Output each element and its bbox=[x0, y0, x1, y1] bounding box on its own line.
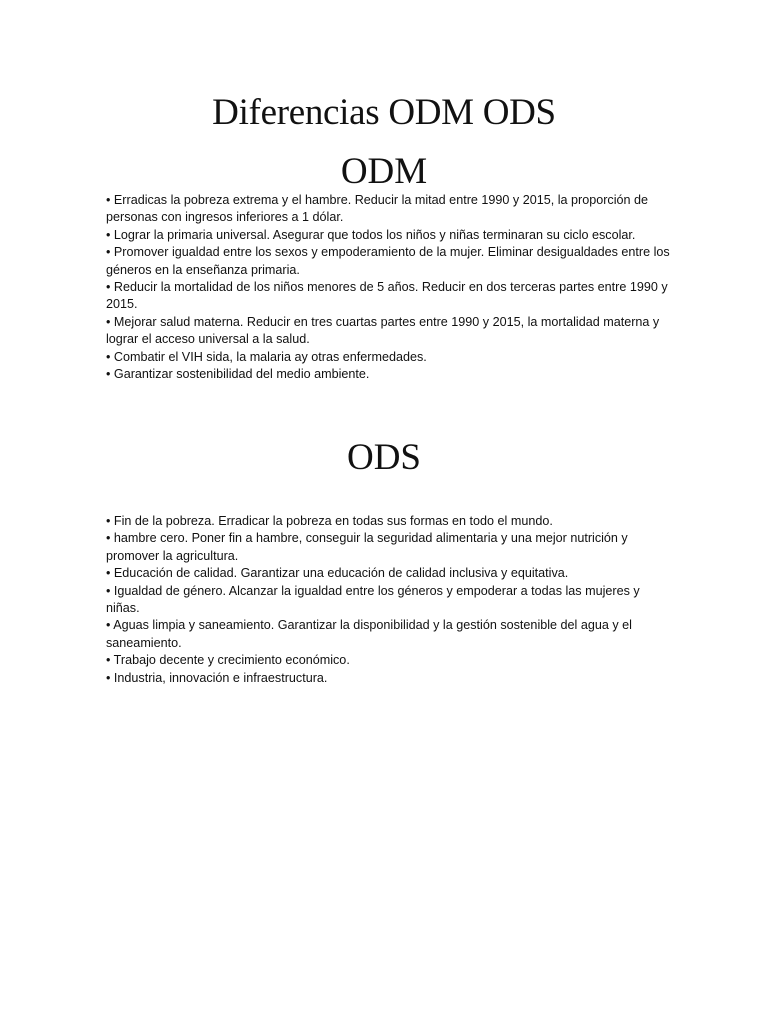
ods-item: • hambre cero. Poner fin a hambre, conseguir la seguridad alimentaria y una mejor nutrición y promover la agricultura. bbox=[106, 531, 628, 563]
odm-item: • Garantizar sostenibilidad del medio ambiente. bbox=[106, 367, 370, 382]
ods-item: • Igualdad de género. Alcanzar la igualdad entre los géneros y empoderar a todas las mujeres y niñas. bbox=[106, 583, 640, 616]
ods-list bbox=[106, 513, 676, 687]
ods-item: • Fin de la pobreza. Erradicar la pobreza en todas sus formas en todo el mundo. bbox=[106, 514, 553, 528]
odm-heading: ODM bbox=[340, 151, 428, 192]
odm-item: • Lograr la primaria universal. Asegurar que todos los niños y niñas terminaran su ciclo escolar. bbox=[106, 227, 636, 242]
ods-item: • Educación de calidad. Garantizar una educación de calidad inclusiva y equitativa. bbox=[106, 566, 569, 581]
odm-item: • Erradicas la pobreza extrema y el hambre. Reducir la mitad entre 1990 y 2015, la proporción de personas con ingresos inferiores a 1 dólar. bbox=[106, 193, 649, 225]
ods-item: • Aguas limpia y saneamiento. Garantizar la disponibilidad y la gestión sostenible del agua y el saneamiento. bbox=[106, 618, 632, 650]
odm-item: • Promover igualdad entre los sexos y empoderamiento de la mujer. Eliminar desigualdades entre los géneros en la enseñanza primaria. bbox=[106, 245, 670, 277]
odm-item: • Combatir el VIH sida, la malaria ay otras enfermedades. bbox=[106, 349, 427, 364]
odm-list bbox=[106, 192, 676, 383]
odm-item: • Reducir la mortalidad de los niños menores de 5 años. Reducir en dos terceras partes entre 1990 y 2015. bbox=[106, 280, 668, 312]
odm-item: • Mejorar salud materna. Reducir en tres cuartas partes entre 1990 y 2015, la mortalidad materna y lograr el acceso universal a la salud. bbox=[106, 314, 660, 347]
ods-heading: ODS bbox=[346, 437, 422, 478]
ods-item: • Industria, innovación e infraestructura. bbox=[106, 670, 328, 685]
ods-item: • Trabajo decente y crecimiento económico. bbox=[106, 653, 350, 668]
document-title: Diferencias ODM ODS bbox=[212, 92, 556, 133]
